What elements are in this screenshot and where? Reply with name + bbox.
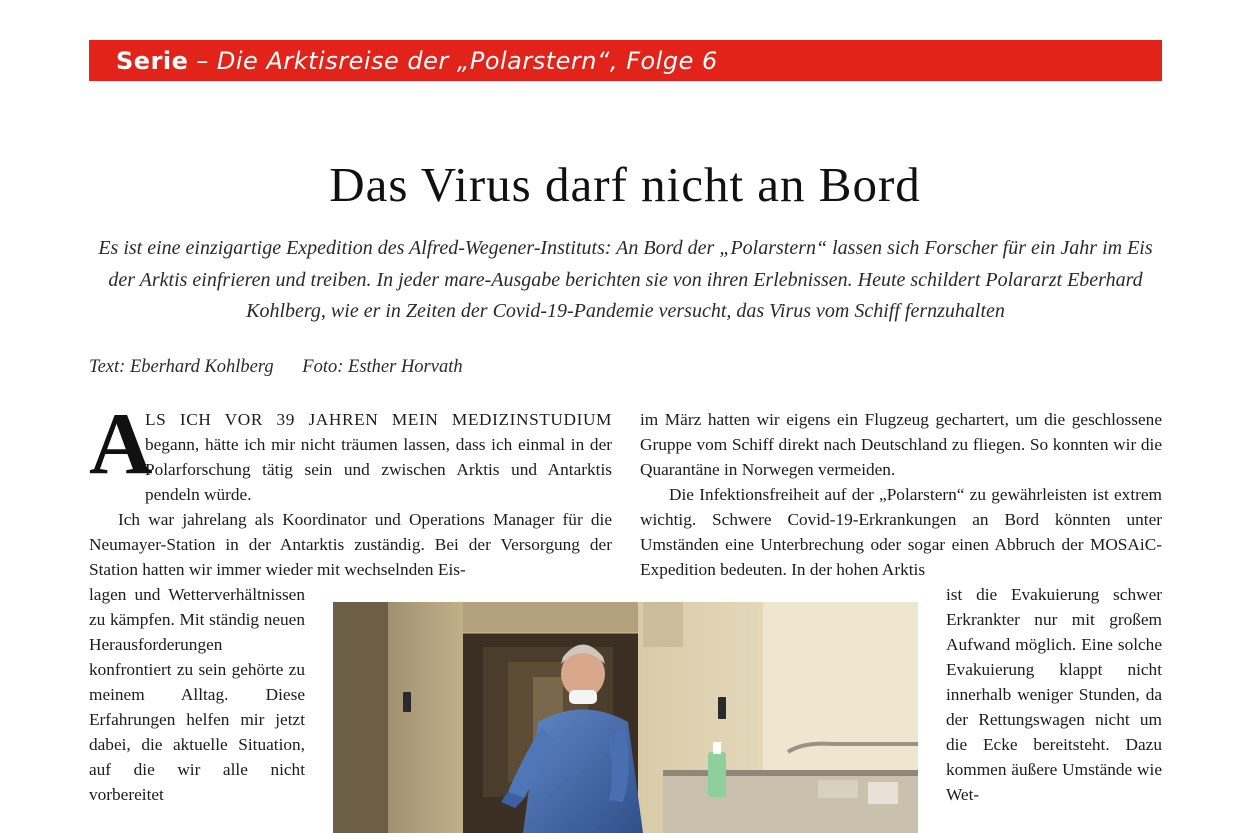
credit-text: Text: Eberhard Kohlberg [89,357,274,377]
series-banner [89,40,1162,81]
article-photo [333,602,918,833]
article-headline: Das Virus darf nicht an Bord [329,157,921,212]
paragraph-right-2-wrap: ist die Evakuierung schwer Erkrankter nur mit großem Aufwand möglich. Eine solche Evakuierung klappt nicht innerhalb weniger Stunden, da der Rettungswagen nicht um die Ecke bereitsteht. Dazu kommen äußere Umstände wie Wet- [946,585,1162,804]
article-credits [89,357,463,378]
series-title: Die Arktisreise der „Polarstern“, Folge 6 [216,46,718,75]
paragraph-2-top: Ich war jahrelang als Koordinator und Operations Manager für die Neumayer-Station in der Antarktis zuständig. Bei der Versorgung der Station hatten wir immer wieder mit wechselnden Eis- [89,510,612,579]
right-column-top [640,407,1162,582]
left-column-top [89,396,612,582]
credit-photo: Foto: Esther Horvath [302,357,463,377]
paragraph-1-text: begann, hätte ich mir nicht träumen lassen, dass ich einmal in der Polarforschung tätig sein und zwischen Arktis und Antarktis pendeln würde. [145,435,612,504]
paragraph-right-2-top: Die Infektionsfreiheit auf der „Polarstern“ zu gewährleisten ist extrem wichtig. Schwere Covid-19-Erkrankungen an Bord könnten unter Umständen eine Unterbrechung oder sogar einen Abbruch der MOSAiC-Expedition bedeuten. In der hohen Arktis [640,485,1162,579]
series-dash: – [196,46,209,75]
paragraph-1 [89,396,612,507]
left-column-wrap [89,582,305,807]
series-label: Serie [116,46,189,75]
photo-illustration [333,602,918,833]
paragraph-opening-smallcaps: LS ICH VOR 39 JAHREN MEIN MEDIZINSTUDIUM [145,410,612,429]
paragraph-2-wrap: lagen und Wetterverhältnissen zu kämpfen. Mit ständig neuen Herausforderungen konfrontiert zu sein gehörte zu meinem Alltag. Diese Erfahrungen helfen mir jetzt dabei, die aktuelle Situation, auf die wir alle nicht vorbereitet [89,585,305,804]
right-column-wrap [946,582,1162,807]
drop-cap: A [89,396,153,493]
paragraph-right-1: im März hatten wir eigens ein Flugzeug gechartert, um die geschlossene Gruppe vom Schiff direkt nach Deutschland zu fliegen. So konnten wir die Quarantäne in Norwegen vermeiden. [640,410,1162,479]
article-intro: Es ist eine einzigartige Expedition des Alfred-Wegener-Instituts: An Bord der „Polarstern“ lassen sich Forscher für ein Jahr im Eis der Arktis einfrieren und treiben. In jeder mare-Ausgabe berichten sie von ihren Erlebnissen. Heute schildert Polararzt Eberhard Kohlberg, wie er in Zeiten der Covid-19-Pandemie versucht, das Virus vom Schiff fernzuhalten [98,237,1153,322]
